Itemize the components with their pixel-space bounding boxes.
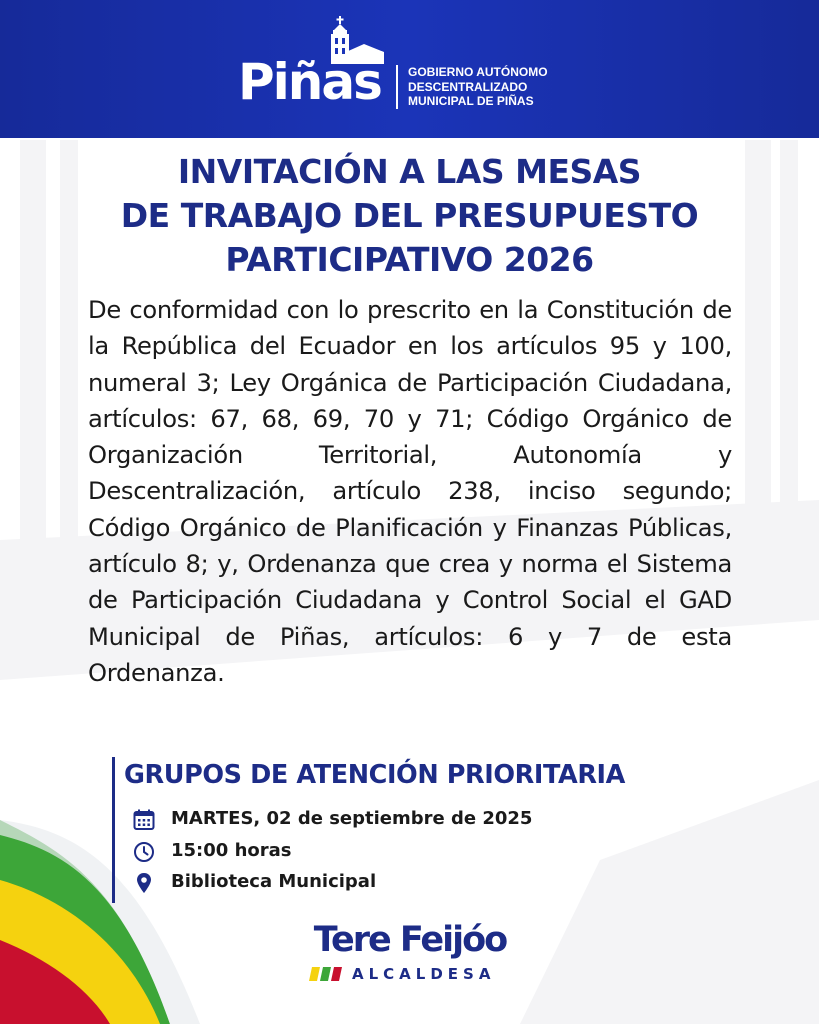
mayor-name: Tere Feijóo bbox=[313, 920, 507, 960]
title-line: PARTICIPATIVO 2026 bbox=[225, 240, 594, 279]
accent-bar bbox=[112, 757, 115, 903]
event-title: GRUPOS DE ATENCIÓN PRIORITARIA bbox=[124, 760, 625, 790]
logo-wordmark: Piñas bbox=[238, 53, 381, 111]
flag-stripes-icon bbox=[309, 967, 343, 981]
mayor-logo bbox=[300, 918, 520, 988]
location-pin-icon bbox=[132, 871, 156, 895]
municipal-logo bbox=[238, 16, 578, 116]
clock-icon bbox=[132, 840, 156, 864]
title-line: INVITACIÓN A LAS MESAS bbox=[177, 152, 642, 191]
page-title bbox=[40, 150, 779, 282]
org-name: GOBIERNO AUTÓNOMO DESCENTRALIZADO MUNICIPAL DE PIÑAS bbox=[408, 65, 548, 108]
header-banner bbox=[0, 0, 819, 138]
event-date: MARTES, 02 de septiembre de 2025 bbox=[171, 808, 533, 829]
calendar-icon bbox=[132, 808, 156, 832]
event-place: Biblioteca Municipal bbox=[171, 871, 377, 892]
event-time: 15:00 horas bbox=[171, 840, 292, 861]
mayor-role: ALCALDESA bbox=[352, 965, 496, 983]
legal-basis-paragraph: De conformidad con lo prescrito en la Constitución de la República del Ecuador en los artículos 95 y 100, numeral 3; Ley Orgánica de Participación Ciudadana, artículos: 67, 68, 69, 70 y 71; Código Orgánico de Organización Territorial, Autonomía y Descentralización, artículo 238, inciso segundo; Código Orgánico de Planificación y Finanzas Públicas, artículo 8; y, Ordenanza que crea y norma el Sistema de Participación Ciudadana y Control Social el GAD Municipal de Piñas, artículos: 6 y 7 de esta Ordenanza. bbox=[88, 296, 732, 687]
event-details bbox=[112, 757, 752, 903]
logo-divider bbox=[396, 65, 398, 109]
title-line: DE TRABAJO DEL PRESUPUESTO bbox=[120, 196, 699, 235]
